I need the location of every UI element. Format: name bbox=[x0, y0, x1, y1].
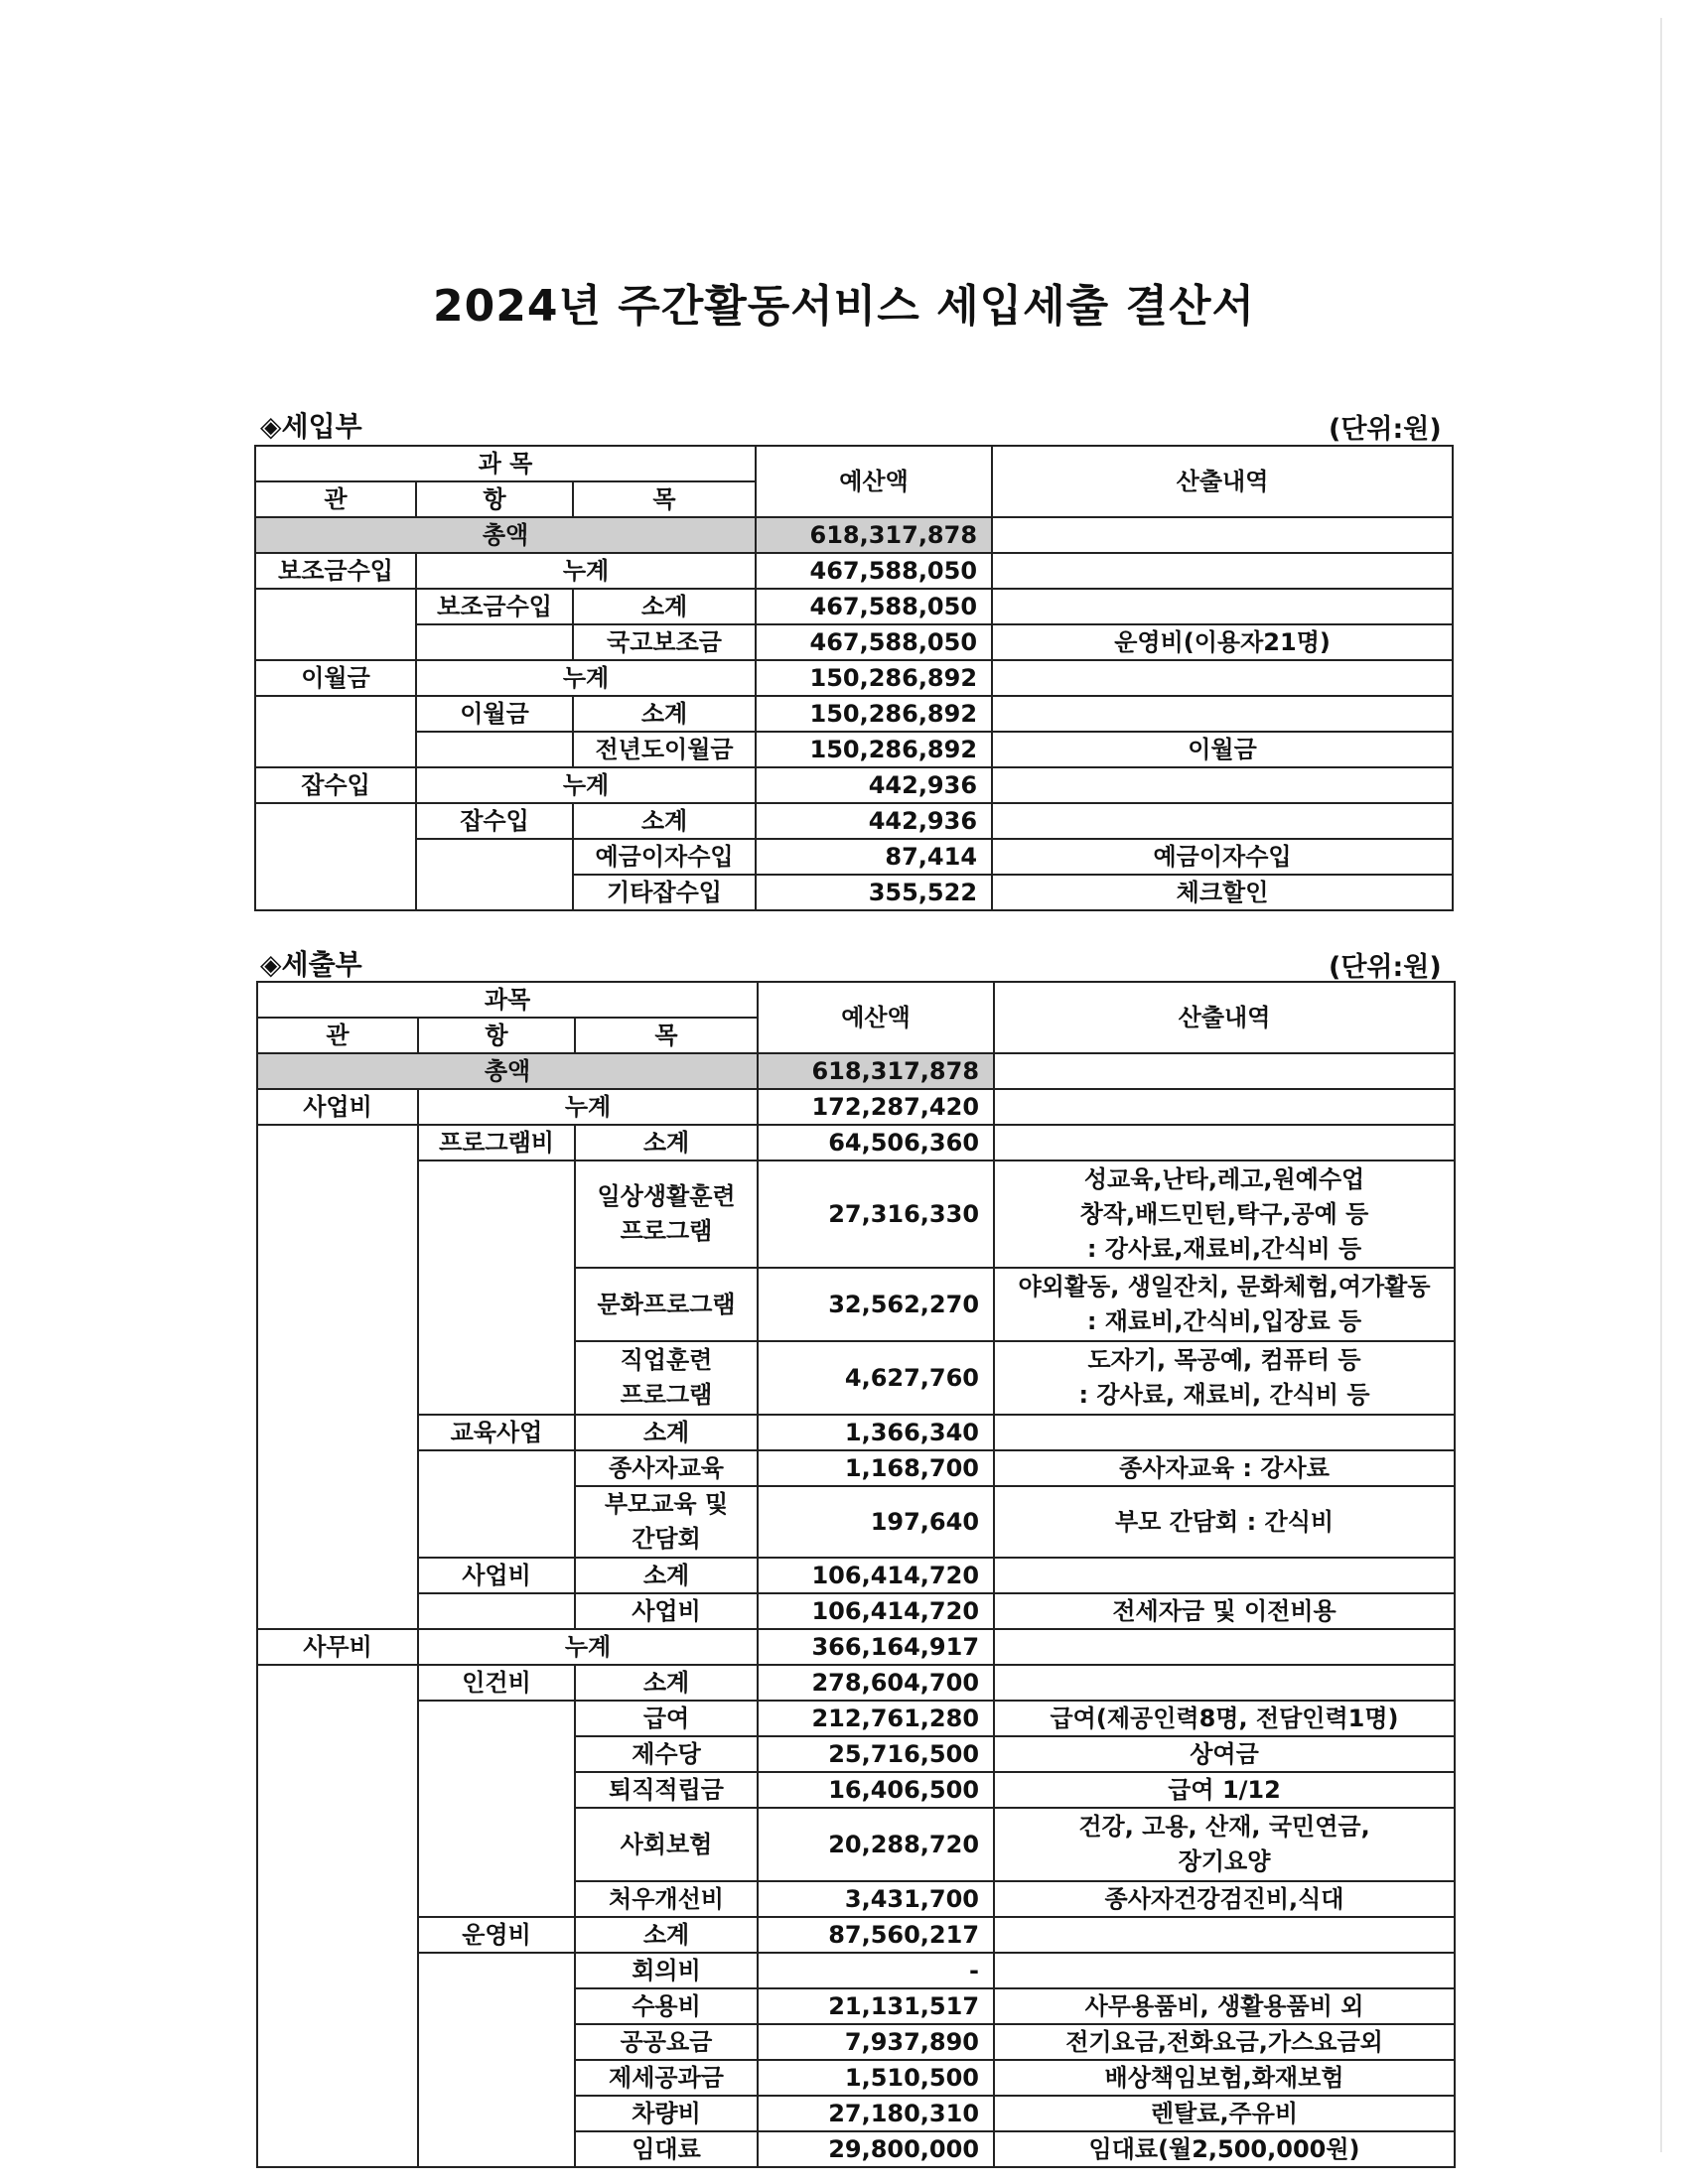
table-row bbox=[255, 839, 1453, 875]
page-edge bbox=[1660, 18, 1662, 2152]
detail-cell bbox=[994, 1089, 1455, 1125]
budget-cell: 150,286,892 bbox=[756, 732, 992, 767]
detail-cell bbox=[994, 1558, 1455, 1593]
table-row bbox=[257, 1450, 1455, 1486]
detail-cell bbox=[992, 696, 1453, 732]
mok-cell: 처우개선비 bbox=[575, 1881, 758, 1917]
detail-cell bbox=[992, 660, 1453, 696]
detail-cell bbox=[994, 1268, 1455, 1341]
detail-cell bbox=[994, 1917, 1455, 1953]
detail-cell: 임대료(월2,500,000원) bbox=[994, 2131, 1455, 2167]
detail-line: 성교육,난타,레고,원예수업 bbox=[1083, 1164, 1365, 1193]
hang-cell: 이월금 bbox=[416, 696, 573, 732]
detail-cell bbox=[994, 1629, 1455, 1665]
gwan-cell: 보조금수입 bbox=[255, 553, 416, 589]
table-row bbox=[255, 803, 1453, 839]
detail-cell bbox=[994, 1953, 1455, 1988]
budget-cell: 29,800,000 bbox=[758, 2131, 994, 2167]
expense-header-subject: 과목 bbox=[257, 982, 758, 1018]
revenue-header-mok: 목 bbox=[573, 481, 756, 517]
detail-cell: 배상책임보험,화재보험 bbox=[994, 2060, 1455, 2096]
table-row bbox=[257, 1160, 1455, 1268]
budget-cell: 150,286,892 bbox=[756, 696, 992, 732]
mok-cell bbox=[575, 1341, 758, 1415]
table-row bbox=[255, 624, 1453, 660]
budget-cell: 197,640 bbox=[758, 1486, 994, 1558]
mok-cell: 회의비 bbox=[575, 1953, 758, 1988]
revenue-total-detail bbox=[992, 517, 1453, 553]
detail-cell: 체크할인 bbox=[992, 875, 1453, 910]
gwan-cell-empty bbox=[257, 1665, 418, 2167]
budget-cell: 87,560,217 bbox=[758, 1917, 994, 1953]
mok-cell bbox=[575, 1160, 758, 1268]
table-row bbox=[257, 1953, 1455, 1988]
mok-cell: 소계 bbox=[575, 1558, 758, 1593]
mok-cell: 소계 bbox=[575, 1125, 758, 1160]
table-row bbox=[257, 1125, 1455, 1160]
gwan-cell-empty bbox=[255, 589, 416, 660]
budget-cell: 150,286,892 bbox=[756, 660, 992, 696]
hang-cell: 인건비 bbox=[418, 1665, 575, 1701]
expense-header-gwan: 관 bbox=[257, 1018, 418, 1053]
detail-cell: 전기요금,전화요금,가스요금외 bbox=[994, 2024, 1455, 2060]
revenue-total-value: 618,317,878 bbox=[756, 517, 992, 553]
detail-cell bbox=[994, 1341, 1455, 1415]
mok-cell: 예금이자수입 bbox=[573, 839, 756, 875]
mok-cell: 퇴직적립금 bbox=[575, 1772, 758, 1808]
mok-line: 프로그램 bbox=[620, 1217, 713, 1245]
budget-cell: 1,366,340 bbox=[758, 1415, 994, 1450]
expense-total-row bbox=[257, 1053, 1455, 1089]
detail-line: 야외활동, 생일잔치, 문화체험,여가활동 bbox=[1018, 1273, 1431, 1300]
detail-cell: 종사자교육 : 강사료 bbox=[994, 1450, 1455, 1486]
table-row bbox=[257, 1665, 1455, 1701]
detail-cell bbox=[992, 767, 1453, 803]
mok-line: 직업훈련 bbox=[620, 1346, 713, 1374]
cumulative-label: 누계 bbox=[418, 1629, 758, 1665]
detail-cell: 종사자건강검진비,식대 bbox=[994, 1881, 1455, 1917]
detail-cell: 예금이자수입 bbox=[992, 839, 1453, 875]
budget-cell: 20,288,720 bbox=[758, 1808, 994, 1881]
budget-cell: 467,588,050 bbox=[756, 624, 992, 660]
detail-line: 도자기, 목공예, 컴퓨터 등 bbox=[1087, 1346, 1361, 1374]
detail-line: : 강사료,재료비,간식비 등 bbox=[1086, 1234, 1362, 1263]
hang-cell: 교육사업 bbox=[418, 1415, 575, 1450]
revenue-header-budget: 예산액 bbox=[756, 446, 992, 517]
gwan-cell-empty bbox=[255, 803, 416, 910]
expense-unit-label: (단위:원) bbox=[1329, 952, 1442, 983]
revenue-header-subject: 과 목 bbox=[255, 446, 756, 481]
revenue-header-gwan: 관 bbox=[255, 481, 416, 517]
detail-cell: 이월금 bbox=[992, 732, 1453, 767]
detail-cell: 상여금 bbox=[994, 1736, 1455, 1772]
detail-cell bbox=[994, 1808, 1455, 1881]
mok-line: 간담회 bbox=[632, 1525, 701, 1553]
mok-cell: 소계 bbox=[575, 1415, 758, 1450]
budget-cell: 106,414,720 bbox=[758, 1558, 994, 1593]
expense-section-label: ◈세출부 bbox=[260, 948, 362, 981]
budget-cell: 1,168,700 bbox=[758, 1450, 994, 1486]
table-row bbox=[255, 696, 1453, 732]
revenue-table bbox=[254, 445, 1454, 911]
detail-cell: 사무용품비, 생활용품비 외 bbox=[994, 1988, 1455, 2024]
detail-cell bbox=[994, 1125, 1455, 1160]
hang-cell: 운영비 bbox=[418, 1917, 575, 1953]
mok-cell: 소계 bbox=[573, 589, 756, 624]
revenue-header-hang: 항 bbox=[416, 481, 573, 517]
mok-cell: 차량비 bbox=[575, 2096, 758, 2131]
detail-cell: 전세자금 및 이전비용 bbox=[994, 1593, 1455, 1629]
budget-cell: 32,562,270 bbox=[758, 1268, 994, 1341]
detail-cell: 렌탈료,주유비 bbox=[994, 2096, 1455, 2131]
mok-cell: 공공요금 bbox=[575, 2024, 758, 2060]
detail-cell: 부모 간담회 : 간식비 bbox=[994, 1486, 1455, 1558]
detail-line: : 강사료, 재료비, 간식비 등 bbox=[1078, 1381, 1370, 1409]
detail-cell: 급여(제공인력8명, 전담인력1명) bbox=[994, 1701, 1455, 1736]
budget-cell: 366,164,917 bbox=[758, 1629, 994, 1665]
mok-cell: 사회보험 bbox=[575, 1808, 758, 1881]
table-row bbox=[257, 1593, 1455, 1629]
mok-cell: 전년도이월금 bbox=[573, 732, 756, 767]
detail-cell bbox=[992, 553, 1453, 589]
detail-cell bbox=[992, 803, 1453, 839]
budget-cell: 64,506,360 bbox=[758, 1125, 994, 1160]
budget-cell: 16,406,500 bbox=[758, 1772, 994, 1808]
gwan-cell-empty bbox=[255, 696, 416, 767]
budget-cell: 278,604,700 bbox=[758, 1665, 994, 1701]
expense-table bbox=[256, 981, 1456, 2168]
mok-line: 일상생활훈련 bbox=[597, 1182, 736, 1210]
detail-cell: 급여 1/12 bbox=[994, 1772, 1455, 1808]
table-row bbox=[257, 1558, 1455, 1593]
detail-cell: 운영비(이용자21명) bbox=[992, 624, 1453, 660]
revenue-header-detail: 산출내역 bbox=[992, 446, 1453, 517]
document-title: 2024년 주간활동서비스 세입세출 결산서 bbox=[433, 281, 1255, 332]
budget-cell: 21,131,517 bbox=[758, 1988, 994, 2024]
hang-cell-empty bbox=[418, 1160, 575, 1415]
cumulative-label: 누계 bbox=[418, 1089, 758, 1125]
table-row bbox=[257, 1917, 1455, 1953]
cumulative-label: 누계 bbox=[416, 660, 756, 696]
cumulative-label: 누계 bbox=[416, 553, 756, 589]
table-row bbox=[255, 589, 1453, 624]
mok-cell: 소계 bbox=[575, 1665, 758, 1701]
budget-cell: 25,716,500 bbox=[758, 1736, 994, 1772]
budget-cell: 442,936 bbox=[756, 803, 992, 839]
hang-cell: 사업비 bbox=[418, 1558, 575, 1593]
detail-line: 창작,배드민턴,탁구,공예 등 bbox=[1079, 1199, 1369, 1228]
hang-cell-empty bbox=[416, 732, 573, 767]
table-row bbox=[257, 1089, 1455, 1125]
mok-cell: 국고보조금 bbox=[573, 624, 756, 660]
hang-cell-empty bbox=[416, 839, 573, 910]
mok-cell: 임대료 bbox=[575, 2131, 758, 2167]
mok-cell: 기타잡수입 bbox=[573, 875, 756, 910]
hang-cell-empty bbox=[416, 624, 573, 660]
hang-cell-empty bbox=[418, 1450, 575, 1558]
detail-cell bbox=[994, 1415, 1455, 1450]
hang-cell: 보조금수입 bbox=[416, 589, 573, 624]
gwan-cell: 사업비 bbox=[257, 1089, 418, 1125]
budget-cell: 212,761,280 bbox=[758, 1701, 994, 1736]
gwan-cell: 이월금 bbox=[255, 660, 416, 696]
budget-cell: 87,414 bbox=[756, 839, 992, 875]
budget-cell: 27,316,330 bbox=[758, 1160, 994, 1268]
mok-line: 부모교육 및 bbox=[604, 1490, 729, 1518]
table-row bbox=[257, 1701, 1455, 1736]
detail-line: 장기요양 bbox=[1178, 1847, 1271, 1875]
gwan-cell-empty bbox=[257, 1125, 418, 1629]
budget-cell: 442,936 bbox=[756, 767, 992, 803]
budget-cell: - bbox=[758, 1953, 994, 1988]
hang-cell-empty bbox=[418, 1701, 575, 1917]
mok-cell: 급여 bbox=[575, 1701, 758, 1736]
mok-cell: 제수당 bbox=[575, 1736, 758, 1772]
expense-total-value: 618,317,878 bbox=[758, 1053, 994, 1089]
revenue-total-label: 총액 bbox=[255, 517, 756, 553]
hang-cell: 프로그램비 bbox=[418, 1125, 575, 1160]
budget-cell: 3,431,700 bbox=[758, 1881, 994, 1917]
cumulative-label: 누계 bbox=[416, 767, 756, 803]
table-row bbox=[257, 1629, 1455, 1665]
expense-header-hang: 항 bbox=[418, 1018, 575, 1053]
detail-cell bbox=[994, 1665, 1455, 1701]
detail-line: 건강, 고용, 산재, 국민연금, bbox=[1078, 1813, 1370, 1841]
mok-line: 프로그램 bbox=[620, 1381, 713, 1409]
gwan-cell: 잡수입 bbox=[255, 767, 416, 803]
table-row bbox=[255, 660, 1453, 696]
table-row bbox=[255, 553, 1453, 589]
detail-cell bbox=[994, 1160, 1455, 1268]
mok-cell: 종사자교육 bbox=[575, 1450, 758, 1486]
detail-cell bbox=[992, 589, 1453, 624]
mok-cell: 소계 bbox=[573, 803, 756, 839]
budget-cell: 172,287,420 bbox=[758, 1089, 994, 1125]
budget-cell: 7,937,890 bbox=[758, 2024, 994, 2060]
budget-cell: 467,588,050 bbox=[756, 553, 992, 589]
mok-cell: 문화프로그램 bbox=[575, 1268, 758, 1341]
mok-cell: 소계 bbox=[573, 696, 756, 732]
detail-line: : 재료비,간식비,입장료 등 bbox=[1086, 1307, 1362, 1335]
expense-header-budget: 예산액 bbox=[758, 982, 994, 1053]
mok-cell: 사업비 bbox=[575, 1593, 758, 1629]
budget-cell: 4,627,760 bbox=[758, 1341, 994, 1415]
table-row bbox=[257, 1415, 1455, 1450]
mok-cell bbox=[575, 1486, 758, 1558]
expense-header-mok: 목 bbox=[575, 1018, 758, 1053]
budget-cell: 355,522 bbox=[756, 875, 992, 910]
revenue-section-label: ◈세입부 bbox=[260, 410, 362, 443]
expense-total-label: 총액 bbox=[257, 1053, 758, 1089]
revenue-total-row bbox=[255, 517, 1453, 553]
mok-cell: 제세공과금 bbox=[575, 2060, 758, 2096]
budget-cell: 27,180,310 bbox=[758, 2096, 994, 2131]
budget-cell: 467,588,050 bbox=[756, 589, 992, 624]
gwan-cell: 사무비 bbox=[257, 1629, 418, 1665]
expense-header-detail: 산출내역 bbox=[994, 982, 1455, 1053]
mok-cell: 소계 bbox=[575, 1917, 758, 1953]
budget-cell: 106,414,720 bbox=[758, 1593, 994, 1629]
budget-cell: 1,510,500 bbox=[758, 2060, 994, 2096]
revenue-unit-label: (단위:원) bbox=[1329, 414, 1442, 445]
hang-cell-empty bbox=[418, 1953, 575, 2167]
expense-total-detail bbox=[994, 1053, 1455, 1089]
hang-cell: 잡수입 bbox=[416, 803, 573, 839]
hang-cell-empty bbox=[418, 1593, 575, 1629]
table-row bbox=[255, 732, 1453, 767]
table-row bbox=[255, 767, 1453, 803]
mok-cell: 수용비 bbox=[575, 1988, 758, 2024]
